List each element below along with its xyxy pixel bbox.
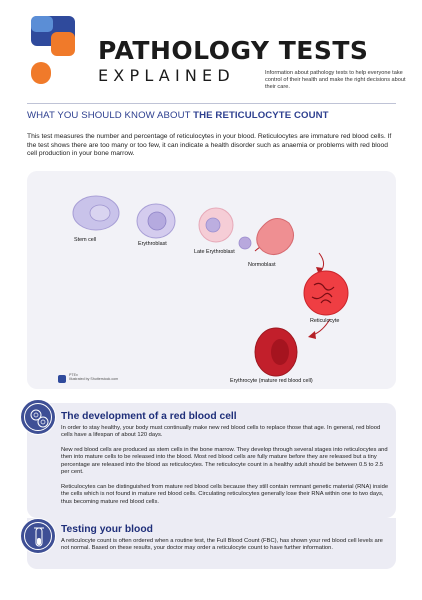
section-development-title: The development of a red blood cell	[61, 411, 237, 422]
section-testing-panel	[27, 518, 396, 569]
cell-development-diagram	[27, 171, 396, 389]
illustration-credit	[69, 373, 118, 381]
test-tube-icon	[20, 518, 56, 554]
cell-illustration	[27, 171, 396, 389]
stage-label-erythrocyte: Erythrocyte (mature red blood cell)	[230, 378, 313, 384]
page-title-subline: EXPLAINED	[98, 66, 235, 85]
subheading-emphasis: THE RETICULOCYTE COUNT	[193, 110, 329, 121]
credit-line-2: Illustrated by Shutterstock.com	[69, 377, 119, 382]
stage-label-reticulocyte: Reticulocyte	[310, 318, 340, 324]
section-testing-paragraph: A reticulocyte count is often ordered when a routine test, the Full Blood Count (FBC), has shown your red blood cell levels are not normal. Based on these results, your doctor may order a reticulocyte count to have further information.	[61, 538, 383, 552]
intro-paragraph: This test measures the number and percentage of reticulocytes in your blood. Reticulocytes are immature red blood cells. If the test shows there are too many or too few, it can indicate a health disorder such as anaemia or problems with red blood cell production in your bone marrow.	[27, 133, 392, 158]
divider	[27, 103, 396, 104]
blood-cells-icon	[20, 399, 56, 435]
tagline: Information about pathology tests to help everyone take control of their health and make the right decisions about their care.	[265, 70, 406, 90]
subheading-prefix: WHAT YOU SHOULD KNOW ABOUT	[27, 110, 194, 121]
section-development-paragraph-3: Reticulocytes can be distinguished from mature red blood cells because they still contain remnant genetic material (RNA) inside the cells which is not found in mature red blood cells. Circulating reticulocytes generally lose their RNA within one to two days, thus becoming mature red blood cells.	[61, 484, 389, 505]
section-testing-title: Testing your blood	[61, 524, 153, 535]
section-development-paragraph-1: In order to stay healthy, your body must continually make new red blood cells to replace those that age. In general, red blood cells have a lifespan of about 120 days.	[61, 425, 381, 439]
page-title: PATHOLOGY TESTS	[98, 36, 369, 65]
stage-label-stem-cell: Stem cell	[74, 237, 97, 243]
stage-label-normoblast: Normoblast	[248, 262, 276, 268]
stage-label-erythroblast: Erythroblast	[138, 241, 167, 247]
stage-label-late-erythroblast: Late Erythroblast	[194, 249, 235, 255]
ptex-logo	[27, 14, 79, 88]
section-development-panel	[27, 403, 396, 518]
section-development-paragraph-2: New red blood cells are produced as stem cells in the bone marrow. They develop through several stages into reticulocytes and then into mature cells to be released into the blood. Most red blood cells are fully mature before they are released but a tiny percentage are released into the blood as reticulocytes. The reticulocyte count in a healthy adult should be between 0.5 to 2.5 per cent.	[61, 447, 388, 476]
credit-line-1: PTEx	[69, 373, 78, 377]
section-subheading	[27, 110, 329, 121]
